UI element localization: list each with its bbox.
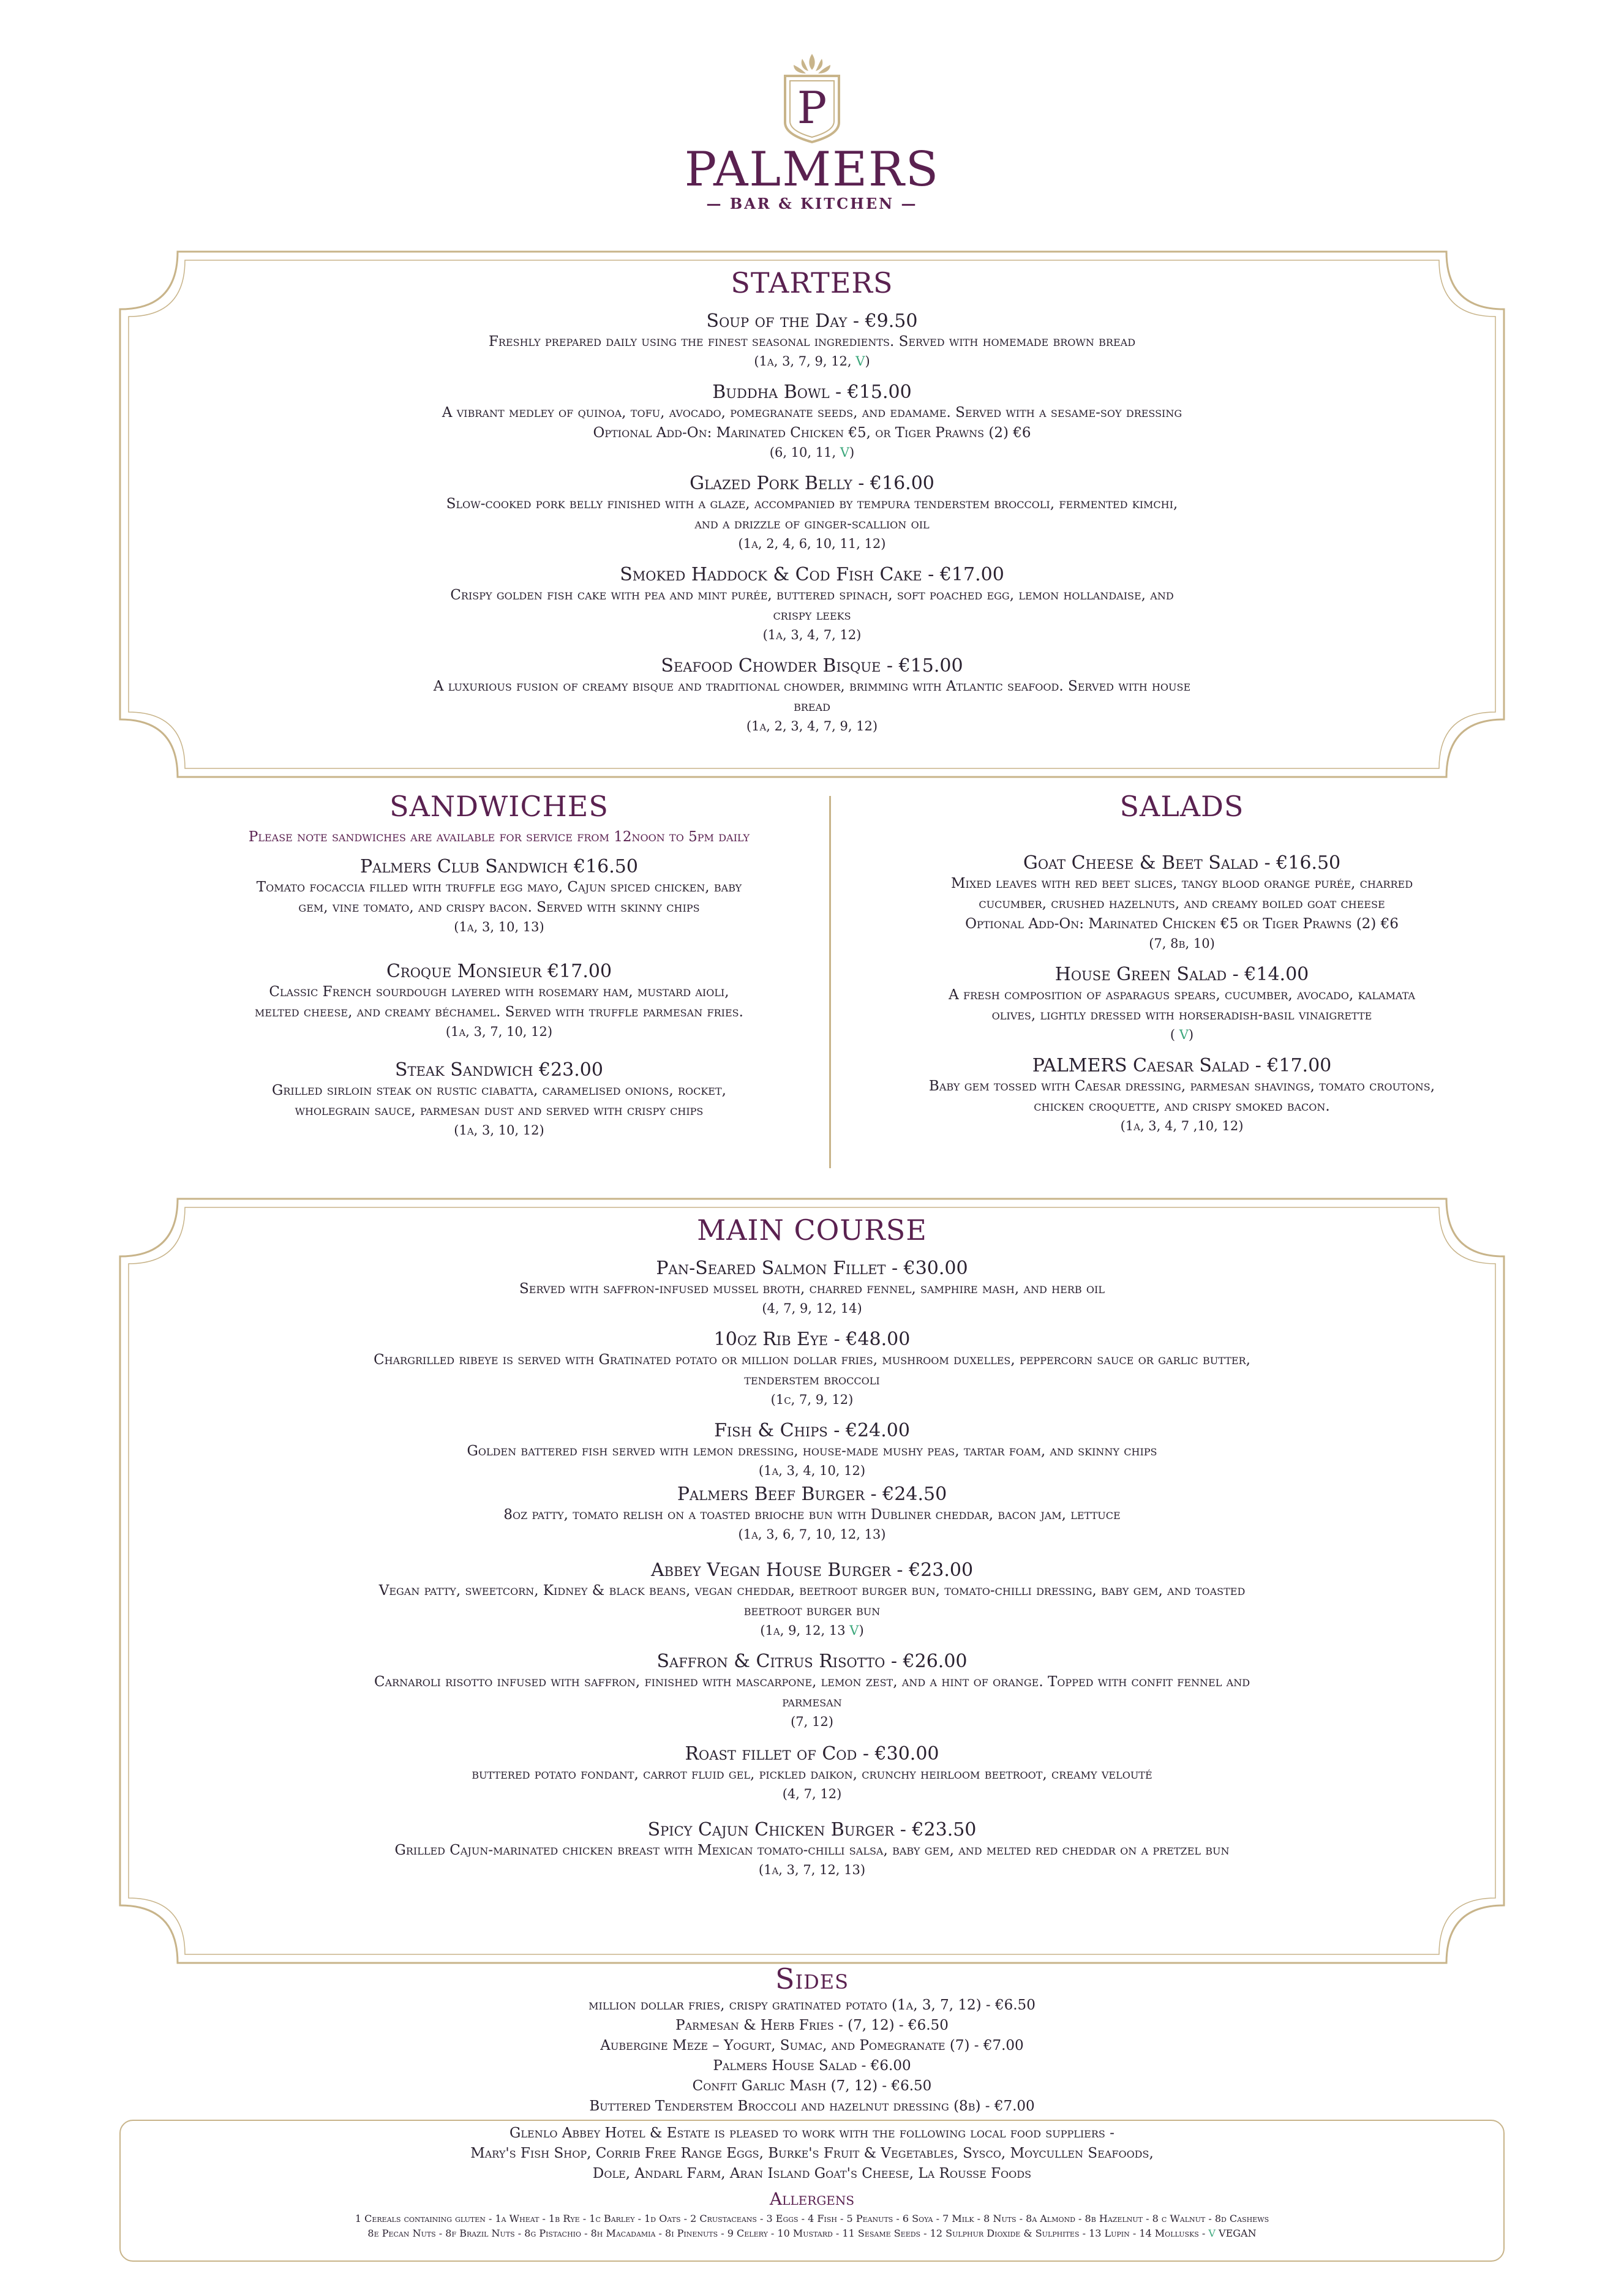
- main-title: MAIN COURSE: [697, 1214, 927, 1247]
- item-title: Glazed Pork Belly - €16.00: [690, 473, 934, 494]
- sandwiches-section: [178, 790, 821, 1139]
- allergens-title: Allergens: [769, 2189, 855, 2209]
- item-title: Saffron & Citrus Risotto - €26.00: [656, 1651, 968, 1672]
- item-allergens: [857, 1026, 1506, 1044]
- allergen-codes: (1a, 3, 7, 9, 12,: [754, 354, 852, 369]
- item-description: melted cheese, and creamy béchamel. Served with truffle parmesan fries.: [255, 1004, 743, 1020]
- item-title: Pan-Seared Salmon Fillet - €30.00: [656, 1258, 968, 1279]
- allergen-codes: (1a, 2, 3, 4, 7, 9, 12): [746, 719, 878, 733]
- item-title: Spicy Cajun Chicken Burger - €23.50: [647, 1819, 977, 1840]
- item-description: Carnaroli risotto infused with saffron, finished with mascarpone, lemon zest, and a hint of orange. Topped with confit fennel and: [374, 1674, 1250, 1690]
- menu-item: [257, 1484, 1367, 1544]
- column-divider: [829, 796, 831, 1168]
- item-title: Seafood Chowder Bisque - €15.00: [661, 655, 963, 677]
- sandwiches-title: SANDWICHES: [389, 790, 609, 823]
- allergen-close: ): [859, 1623, 864, 1638]
- menu-item: [257, 1258, 1367, 1318]
- starters-title: STARTERS: [731, 266, 893, 299]
- item-allergens: [857, 934, 1506, 953]
- allergen-codes: (4, 7, 12): [782, 1787, 842, 1801]
- sides-section: [383, 1962, 1241, 2117]
- item-allergens: [178, 918, 821, 936]
- item-description: gem, vine tomato, and crispy bacon. Served with skinny chips: [298, 899, 700, 915]
- item-description: 8oz patty, tomato relish on a toasted brioche bun with Dubliner cheddar, bacon jam, lettuce: [503, 1507, 1121, 1523]
- item-description: crispy leeks: [773, 607, 851, 623]
- item-title: Palmers Beef Burger - €24.50: [677, 1484, 947, 1505]
- item-allergens: [178, 1022, 821, 1041]
- side-item: Palmers House Salad - €6.00: [713, 2058, 911, 2074]
- item-description: Grilled Cajun-marinated chicken breast with Mexican tomato-chilli salsa, baby gem, and melted red cheddar on a pretzel bun: [394, 1842, 1230, 1858]
- item-description: Grilled sirloin steak on rustic ciabatta, caramelised onions, rocket,: [272, 1082, 726, 1098]
- supplier-line: Mary's Fish Shop, Corrib Free Range Eggs, Burke's Fruit & Vegetables, Sysco, Moycullen Seafoods,: [470, 2145, 1154, 2161]
- item-description: A fresh composition of asparagus spears, cucumber, avocado, kalamata: [949, 987, 1415, 1003]
- menu-item: [257, 564, 1367, 644]
- side-item: Buttered Tenderstem Broccoli and hazelnut dressing (8b) - €7.00: [589, 2098, 1035, 2114]
- item-description: Slow-cooked pork belly finished with a glaze, accompanied by tempura tenderstem broccoli, fermented kimchi,: [446, 496, 1178, 512]
- supplier-line: Glenlo Abbey Hotel & Estate is pleased to work with the following local food suppliers -: [509, 2125, 1115, 2141]
- menu-item: [857, 852, 1506, 953]
- menu-item: [257, 1420, 1367, 1480]
- logo: [751, 49, 873, 147]
- allergen-codes: (1a, 3, 10, 13): [454, 920, 544, 934]
- allergen-codes: (: [1170, 1027, 1176, 1042]
- allergen-codes: (1a, 3, 4, 7, 12): [762, 628, 862, 642]
- menu-item: [178, 1059, 821, 1139]
- item-title: 10oz Rib Eye - €48.00: [713, 1329, 911, 1350]
- item-allergens: [257, 443, 1367, 462]
- menu-item: [857, 1055, 1506, 1135]
- brand-name: PALMERS: [684, 142, 940, 197]
- item-description: Tomato focaccia filled with truffle egg mayo, Cajun spiced chicken, baby: [256, 879, 742, 895]
- item-title: Soup of the Day - €9.50: [706, 310, 918, 332]
- allergen-codes: (1a, 9, 12, 13: [760, 1623, 846, 1638]
- menu-item: [257, 1743, 1367, 1803]
- item-allergens: [857, 1117, 1506, 1135]
- item-description: olives, lightly dressed with horseradish-basil vinaigrette: [991, 1007, 1372, 1023]
- allergen-close: ): [849, 445, 855, 460]
- item-description: Vegan patty, sweetcorn, Kidney & black beans, vegan cheddar, beetroot burger bun, tomato-chilli dressing, baby gem, and toasted: [378, 1583, 1246, 1599]
- allergens-line-2-text: 8e Pecan Nuts - 8f Brazil Nuts - 8g Pistachio - 8h Macadamia - 8i Pinenuts - 9 Celery - 10 Mustard - 11 Sesame Seeds - 12 Sulphur Dioxide & Sulphites - 13 Lupin - 14 Mollusks -: [367, 2227, 1206, 2239]
- item-title: Goat Cheese & Beet Salad - €16.50: [1023, 852, 1341, 874]
- menu-item: [257, 1819, 1367, 1879]
- crest-letter: P: [797, 82, 827, 133]
- item-description: Crispy golden fish cake with pea and mint purée, buttered spinach, soft poached egg, lemon hollandaise, and: [450, 587, 1174, 603]
- allergen-codes: (1c, 7, 9, 12): [770, 1392, 854, 1407]
- item-allergens: [257, 1621, 1367, 1640]
- allergen-codes: (1a, 3, 7, 10, 12): [445, 1024, 553, 1039]
- item-allergens: [178, 1121, 821, 1139]
- item-description: buttered potato fondant, carrot fluid gel, pickled daikon, crunchy heirloom beetroot, creamy velouté: [472, 1766, 1152, 1782]
- allergen-codes: (4, 7, 9, 12, 14): [762, 1301, 862, 1316]
- menu-item: [257, 1651, 1367, 1731]
- item-allergens: [257, 1390, 1367, 1409]
- vegan-mark: V: [840, 445, 850, 460]
- item-title: PALMERS Caesar Salad - €17.00: [1032, 1055, 1332, 1076]
- allergen-codes: (1a, 3, 4, 10, 12): [758, 1463, 866, 1478]
- item-description: Classic French sourdough layered with rosemary ham, mustard aioli,: [269, 984, 729, 1000]
- allergen-close: ): [865, 354, 870, 369]
- item-description: beetroot burger bun: [743, 1603, 881, 1619]
- menu-item: [257, 310, 1367, 370]
- suppliers-section: [135, 2123, 1489, 2241]
- main-section: [257, 1214, 1367, 1879]
- item-allergens: [257, 1525, 1367, 1544]
- allergen-codes: (7, 8b, 10): [1149, 936, 1215, 951]
- side-item: Parmesan & Herb Fries - (7, 12) - €6.50: [675, 2017, 949, 2033]
- item-allergens: [257, 717, 1367, 735]
- item-description: and a drizzle of ginger-scallion oil: [694, 516, 930, 532]
- allergen-codes: (7, 12): [791, 1714, 833, 1729]
- item-title: House Green Salad - €14.00: [1054, 964, 1309, 985]
- item-title: Roast fillet of Cod - €30.00: [685, 1743, 939, 1765]
- item-description: chicken croquette, and crispy smoked bacon.: [1034, 1098, 1330, 1114]
- item-title: Smoked Haddock & Cod Fish Cake - €17.00: [620, 564, 1004, 585]
- sides-title: Sides: [775, 1962, 849, 1995]
- item-description: Served with saffron-infused mussel broth, charred fennel, samphire mash, and herb oil: [519, 1281, 1105, 1297]
- vegan-word: VEGAN: [1219, 2227, 1257, 2239]
- menu-item: [257, 1559, 1367, 1640]
- item-description: Mixed leaves with red beet slices, tangy blood orange purée, charred: [950, 876, 1413, 891]
- menu-item: [257, 655, 1367, 735]
- item-description: Baby gem tossed with Caesar dressing, parmesan shavings, tomato croutons,: [928, 1078, 1435, 1094]
- side-item: million dollar fries, crispy gratinated potato (1a, 3, 7, 12) - €6.50: [588, 1997, 1036, 2013]
- item-description: tenderstem broccoli: [744, 1372, 880, 1388]
- item-title: Steak Sandwich €23.00: [395, 1059, 603, 1081]
- item-allergens: [257, 1785, 1367, 1803]
- brand-tagline: — BAR & KITCHEN —: [706, 195, 918, 212]
- item-allergens: [257, 352, 1367, 370]
- item-allergens: [257, 1299, 1367, 1318]
- item-description: A luxurious fusion of creamy bisque and traditional chowder, brimming with Atlantic seafood. Served with house: [433, 678, 1191, 694]
- item-description: Chargrilled ribeye is served with Gratinated potato or million dollar fries, mushroom duxelles, peppercorn sauce or garlic butter,: [374, 1352, 1250, 1368]
- side-item: Aubergine Meze – Yogurt, Sumac, and Pomegranate (7) - €7.00: [600, 2038, 1024, 2054]
- vegan-mark: V: [1208, 2227, 1216, 2239]
- menu-item: [857, 964, 1506, 1044]
- supplier-line: Dole, Andarl Farm, Aran Island Goat's Cheese, La Rousse Foods: [592, 2166, 1032, 2182]
- item-description: Optional Add-On: Marinated Chicken €5, or Tiger Prawns (2) €6: [593, 425, 1031, 441]
- starters-section: [257, 266, 1367, 735]
- allergens-line-1: 1 Cereals containing gluten - 1a Wheat - 1b Rye - 1c Barley - 1d Oats - 2 Crustaceans - 3 Eggs - 4 Fish - 5 Peanuts - 6 Soya - 7 Milk - 8 Nuts - 8a Almond - 8b Hazelnut - 8 c Walnut - 8d Cashews: [355, 2213, 1269, 2224]
- item-description: A vibrant medley of quinoa, tofu, avocado, pomegranate seeds, and edamame. Served with a sesame-soy dressing: [442, 405, 1182, 421]
- item-description: wholegrain sauce, parmesan dust and served with crispy chips: [295, 1103, 704, 1119]
- allergen-codes: (1a, 3, 7, 12, 13): [758, 1863, 866, 1877]
- allergen-codes: (1a, 3, 10, 12): [454, 1123, 544, 1138]
- item-description: Optional Add-On: Marinated Chicken €5 or Tiger Prawns (2) €6: [965, 916, 1399, 932]
- side-item: Confit Garlic Mash (7, 12) - €6.50: [692, 2078, 932, 2094]
- item-description: bread: [794, 699, 830, 715]
- vegan-mark: V: [849, 1623, 859, 1638]
- salads-title: SALADS: [1119, 790, 1244, 823]
- menu-item: [257, 381, 1367, 462]
- menu-item: [257, 1329, 1367, 1409]
- item-title: Buddha Bowl - €15.00: [712, 381, 912, 403]
- item-allergens: [257, 1713, 1367, 1731]
- item-description: Golden battered fish served with lemon dressing, house-made mushy peas, tartar foam, and skinny chips: [467, 1443, 1157, 1459]
- allergens-line-2: [135, 2226, 1489, 2241]
- sandwiches-note: Please note sandwiches are available for service from 12noon to 5pm daily: [248, 829, 750, 845]
- item-description: cucumber, crushed hazelnuts, and creamy boiled goat cheese: [979, 896, 1385, 912]
- allergen-codes: (1a, 3, 6, 7, 10, 12, 13): [738, 1527, 886, 1542]
- item-description: Freshly prepared daily using the finest seasonal ingredients. Served with homemade brown bread: [488, 334, 1136, 350]
- vegan-mark: V: [855, 354, 865, 369]
- item-allergens: [257, 535, 1367, 553]
- item-title: Palmers Club Sandwich €16.50: [360, 856, 638, 877]
- item-title: Fish & Chips - €24.00: [714, 1420, 910, 1441]
- item-title: Croque Monsieur €17.00: [386, 961, 612, 982]
- item-allergens: [257, 1861, 1367, 1879]
- salads-section: [857, 790, 1506, 1135]
- item-allergens: [257, 1461, 1367, 1480]
- allergen-close: ): [1188, 1027, 1194, 1042]
- item-title: Abbey Vegan House Burger - €23.00: [650, 1559, 974, 1581]
- vegan-mark: V: [1179, 1027, 1189, 1042]
- allergen-codes: (6, 10, 11,: [769, 445, 836, 460]
- allergen-codes: (1a, 2, 4, 6, 10, 11, 12): [738, 536, 886, 551]
- item-allergens: [257, 626, 1367, 644]
- menu-item: [178, 856, 821, 936]
- menu-item: [178, 961, 821, 1041]
- allergen-codes: (1a, 3, 4, 7 ,10, 12): [1120, 1119, 1244, 1133]
- item-description: parmesan: [782, 1694, 842, 1710]
- menu-item: [257, 473, 1367, 553]
